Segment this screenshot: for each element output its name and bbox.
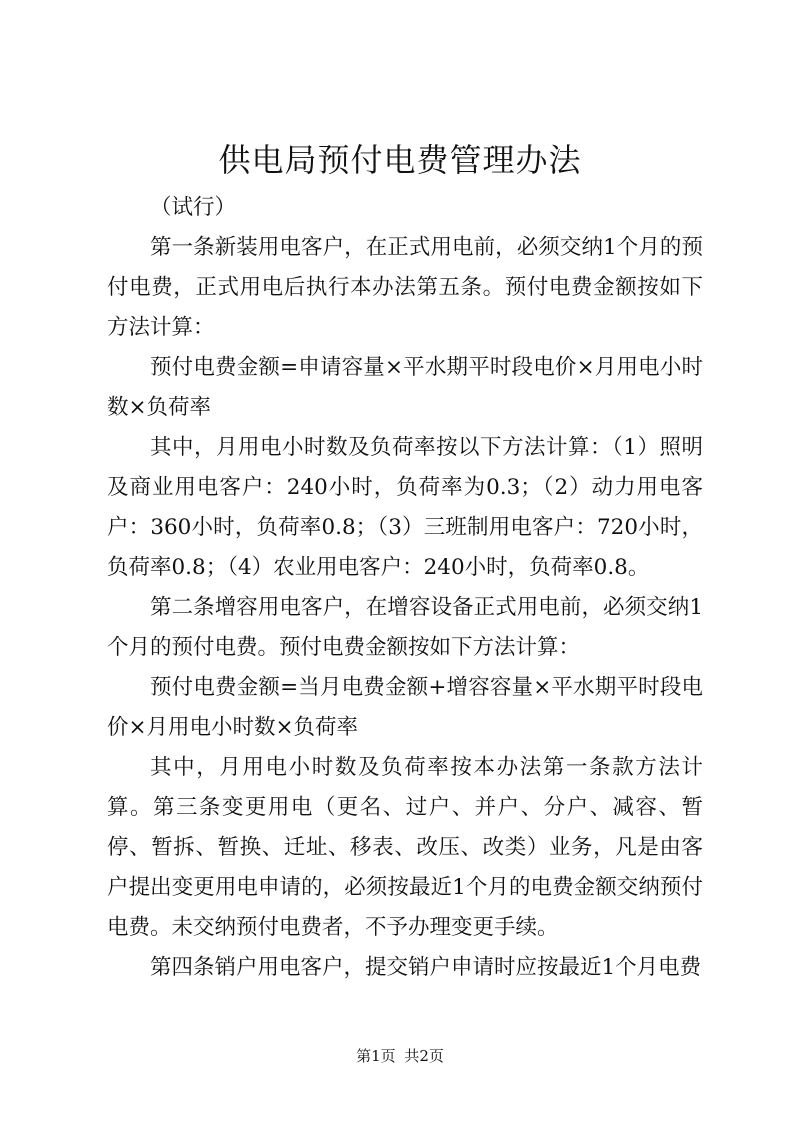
calculation-rules-paragraph: 其中，月用电小时数及负荷率按以下方法计算：（1）照明及商业用电客户：240小时，负荷率为0.3；（2）动力用电客户：360小时，负荷率0.8；（3）三班制用电客户：720小时，负荷率0.8；（4）农业用电客户：240小时，负荷率0.8。 [107,435,703,580]
page-total: 共2页 [404,1047,444,1065]
article-4-paragraph: 第四条销户用电客户，提交销户申请时应按最近1个月电费 [150,955,702,980]
formula-1-paragraph: 预付电费金额=申请容量×平水期平时段电价×月用电小时数×负荷率 [107,355,703,420]
document-body [107,188,703,988]
trial-note: （试行） [150,195,237,220]
formula-2-paragraph: 预付电费金额=当月电费金额+增容容量×平水期平时段电价×月用电小时数×负荷率 [107,675,703,740]
article-3-paragraph: 其中，月用电小时数及负荷率按本办法第一条款方法计算。第三条变更用电（更名、过户、并户、分户、减容、暂停、暂拆、暂换、迁址、移表、改压、改类）业务，凡是由客户提出变更用电申请的，必须按最近1个月的电费金额交纳预付电费。未交纳预付电费者，不予办理变更手续。 [107,755,703,940]
article-1-paragraph: 第一条新装用电客户，在正式用电前，必须交纳1个月的预付电费，正式用电后执行本办法第五条。预付电费金额按如下方法计算： [107,235,703,340]
page-number: 第1页 [356,1047,396,1065]
page-footer [0,1046,800,1066]
article-2-paragraph: 第二条增容用电客户，在增容设备正式用电前，必须交纳1个月的预付电费。预付电费金额按如下方法计算： [107,595,703,660]
document-title: 供电局预付电费管理办法 [218,141,582,179]
